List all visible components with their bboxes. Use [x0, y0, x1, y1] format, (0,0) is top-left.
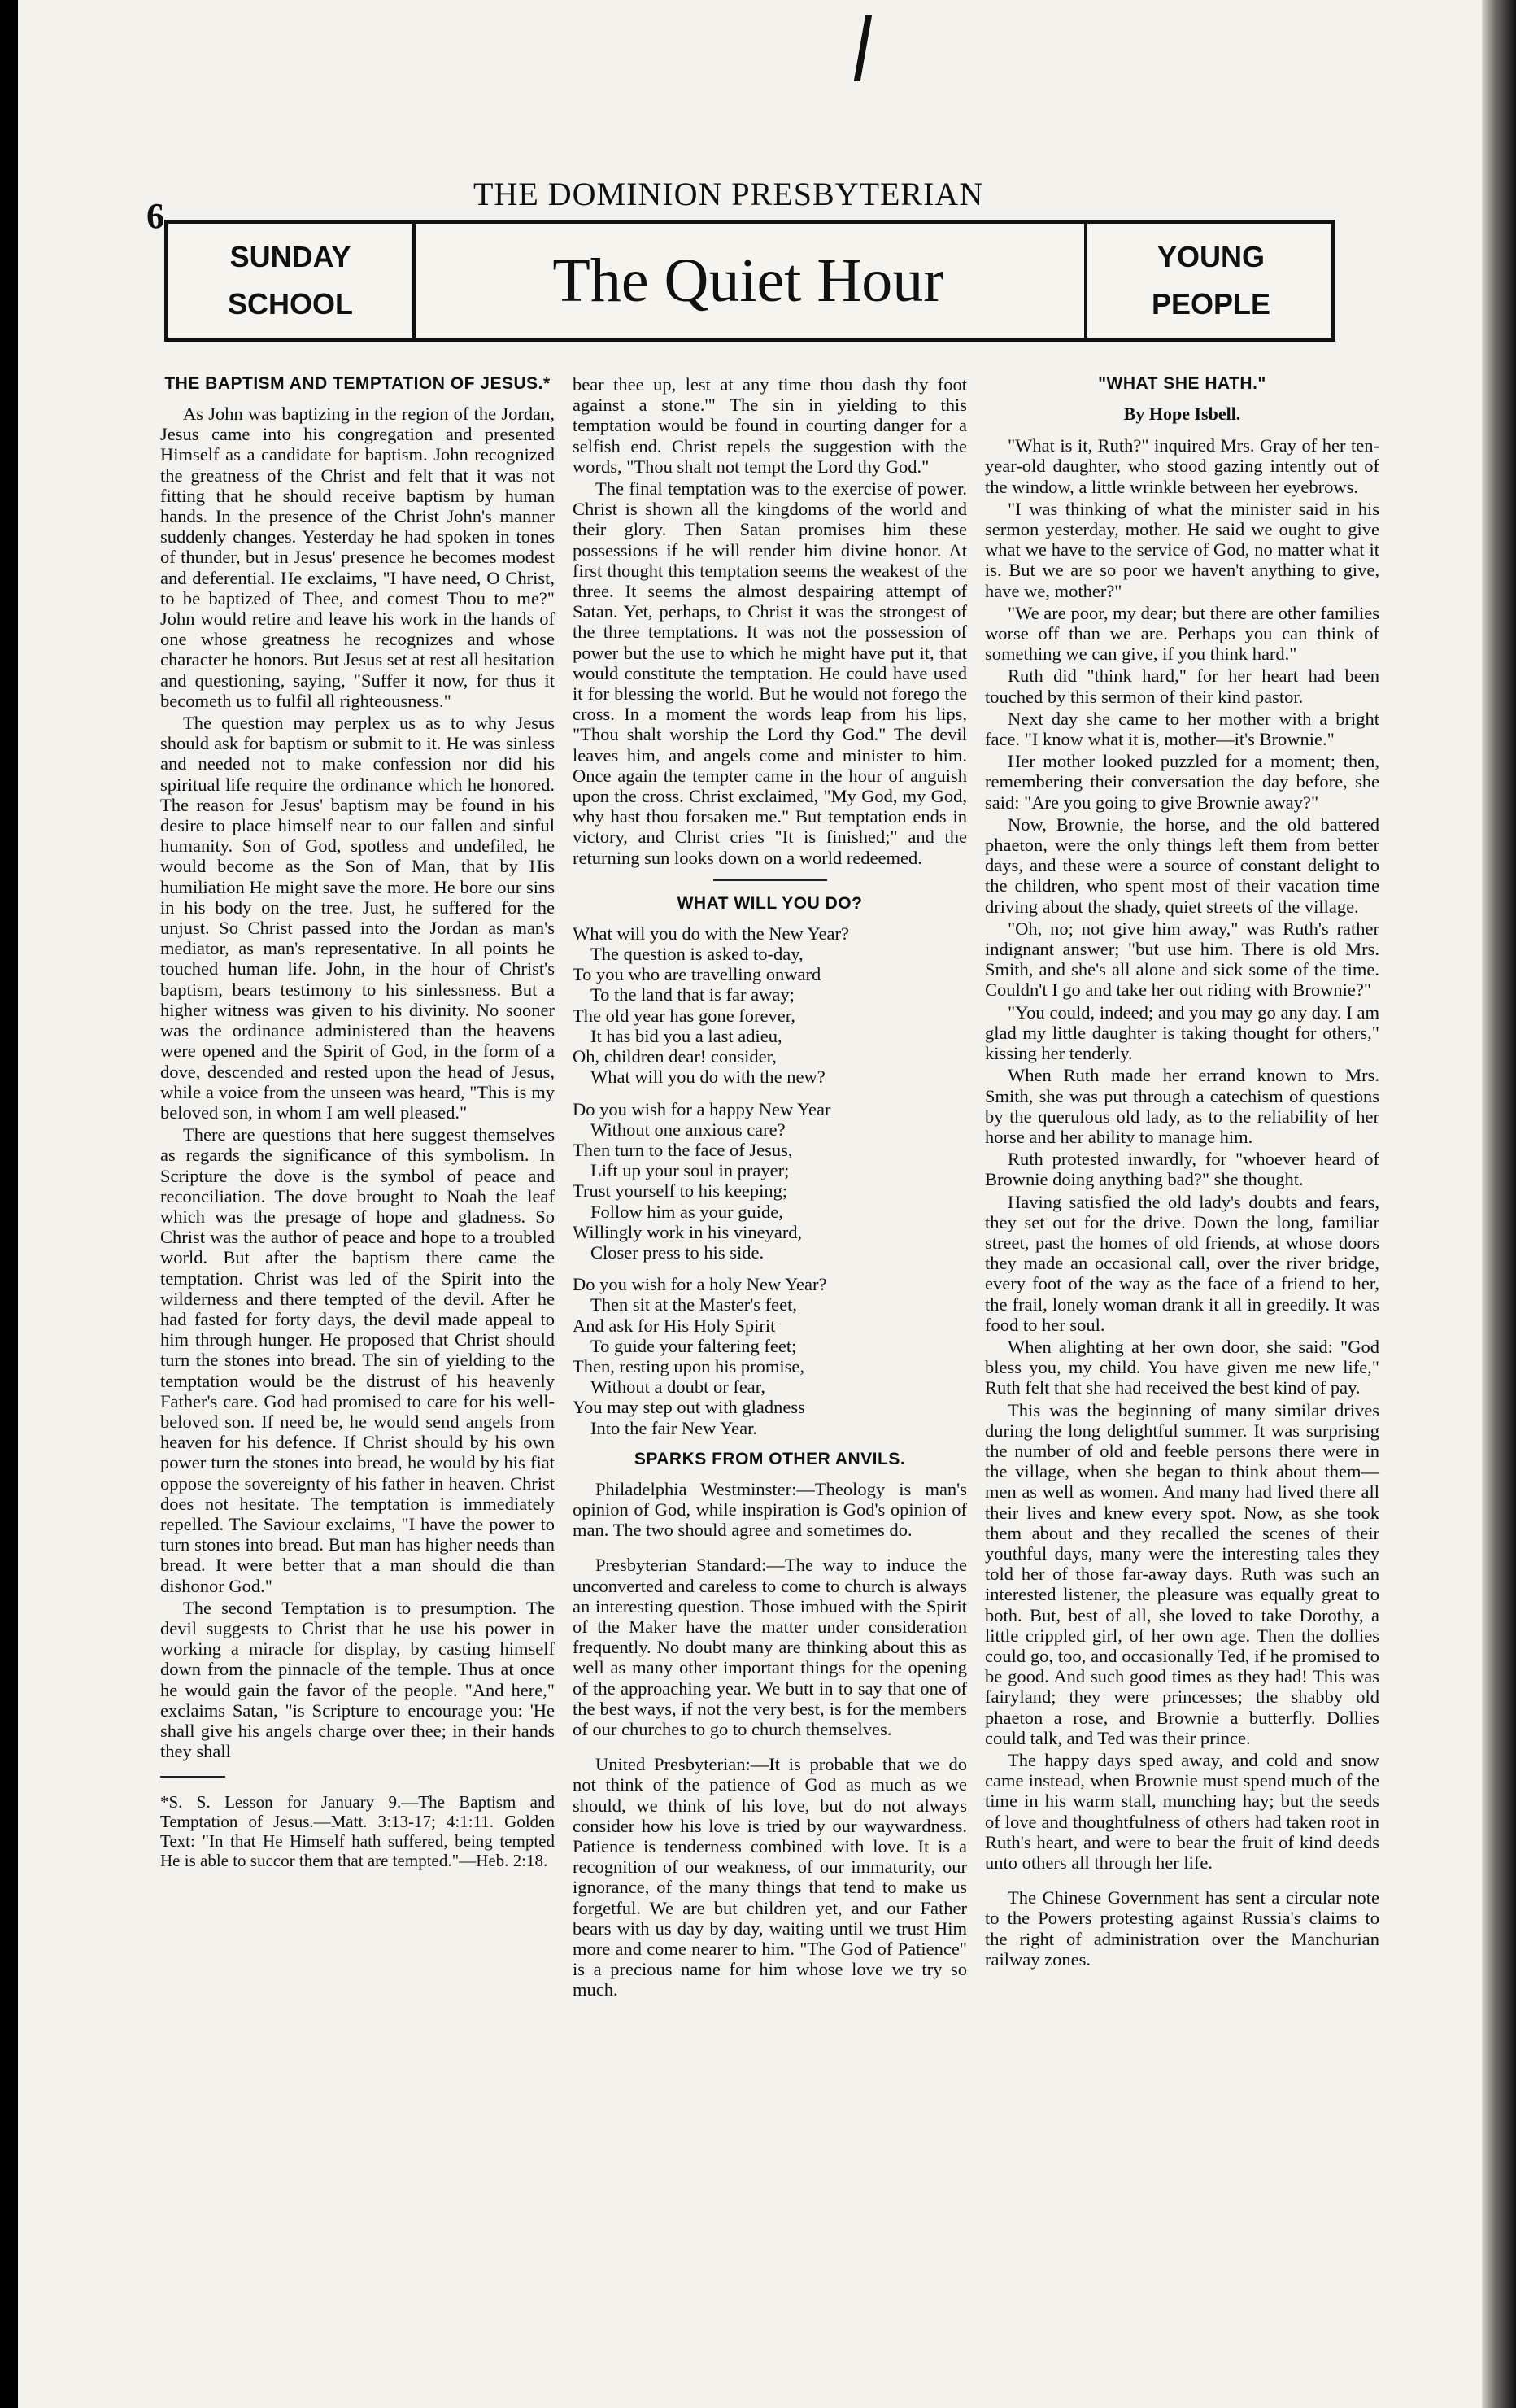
poem-line: Willingly work in his vineyard, [573, 1221, 803, 1242]
sparks-heading: SPARKS FROM OTHER ANVILS. [634, 1449, 906, 1468]
masthead-left-line1: SUNDAY [229, 240, 351, 273]
news-item: The Chinese Government has sent a circular note to the Powers protesting against Russia's claims to the right of administration over the Manchurian railway zones. [985, 1887, 1379, 1970]
pencil-mark [854, 15, 872, 81]
poem-line: Trust yourself to his keeping; [573, 1180, 788, 1202]
masthead-right-line2: PEOPLE [1151, 287, 1271, 321]
poem-line: Without a doubt or fear, [590, 1376, 766, 1398]
story-paragraph: Ruth did "think hard," for her heart had been touched by this sermon of their kind pastor. [985, 665, 1379, 707]
poem-stanza-3 [573, 1274, 967, 1438]
story-paragraph: "What is it, Ruth?" inquired Mrs. Gray of her ten-year-old daughter, who stood gazing intently out of the window, a little wrinkle between her eyebrows. [985, 435, 1379, 497]
poem-line: It has bid you a last adieu, [590, 1025, 782, 1046]
poem-line: Into the fair New Year. [590, 1417, 757, 1438]
masthead-center [416, 224, 1081, 338]
poem-title: WHAT WILL YOU DO? [677, 893, 863, 913]
poem-stanza-1 [573, 923, 967, 1088]
poem-line: The old year has gone forever, [573, 1005, 795, 1026]
poem-line: Oh, children dear! consider, [573, 1046, 777, 1067]
article-paragraph: The question may perplex us as to why Jesus should ask for baptism or submit to it. He was sinless and needed not to make confession nor did his spiritual life require the ordinance which he honored. The reason for Jesus' baptism may be found in his desire to place himself near to our fallen and sinful humanity. Son of God, spotless and undefiled, he would become as the Son of Man, that by His humiliation He might save the more. He bore our sins in his body on the tree. Just, he suffered for the unjust. So Christ passed into the Jordan as man's mediator, as man's representative. In all points he touched human life. John, in the hour of Christ's baptism, bears testimony to his sinlessness. But a higher witness was given to his divinity. No sooner was the ordinance administered than the heavens were opened and the Spirit of God, in the form of a dove, descended and rested upon the head of Jesus, while a voice from the unseen was heard, "This is my beloved son, in whom I am well pleased." [160, 713, 555, 1123]
poem-line: Do you wish for a holy New Year? [573, 1274, 827, 1295]
story-paragraph: This was the beginning of many similar drives during the long delightful summer. It was surprising the number of old and feeble persons there were in the village, when she began to think about them—men as well as women. And many had lived there all their lives and knew every spot. Now, as she took them about and they recalled the scenes of their youthful days, many were the interesting tales they told her of those far-away days. Ruth was such an interested listener, the pleasure was equally great to both. But, best of all, she loved to take Dorothy, a little crippled girl, of her own age. Then the dollies could go, too, and occasionally Ted, if he promised to be good. And such good times as they had! This was fairyland; they were princesses; the shabby old phaeton a rose, and Brownie a butterfly. Dollies could talk, and Ted was their prince. [985, 1399, 1379, 1748]
poem-line: Do you wish for a happy New Year [573, 1098, 831, 1119]
sparks-item: Presbyterian Standard:—The way to induce the unconverted and careless to come to church is always an interesting question. Those imbued with the Spirit of the Maker have the matter under consideration frequently. No doubt many are thinking about this as well as many other important things for the opening of the approaching year. We butt in to say that one of the best ways, if not the very best, is for the members of our churches to go to church themselves. [573, 1555, 967, 1739]
masthead-right-line1: YOUNG [1157, 240, 1265, 273]
poem-line: Closer press to his side. [590, 1241, 765, 1263]
story-paragraph: Her mother looked puzzled for a moment; then, remembering their conversation the day before, she said: "Are you going to give Brownie away?" [985, 751, 1379, 813]
article-continuation: bear thee up, lest at any time thou dash thy foot against a stone.'" The sin in yielding to this temptation would be found in courting danger for a selfish end. Christ repels the suggestion with the words, "Thou shalt not tempt the Lord thy God." [573, 374, 967, 477]
masthead-left-line2: SCHOOL [227, 287, 353, 321]
poem-line: What will you do with the New Year? [573, 923, 849, 944]
story-paragraph: Now, Brownie, the horse, and the old battered phaeton, were the only things left them from better days, and these were a source of constant delight to the children, who spent most of their vacation time driving about the shady, quiet streets of the village. [985, 814, 1379, 917]
story-paragraph: "Oh, no; not give him away," was Ruth's rather indignant answer; "but use him. There is old Mrs. Smith, and she's all alone and sick some of the time. Couldn't I go and take her out riding with Brownie?" [985, 918, 1379, 1001]
masthead-title: The Quiet Hour [552, 246, 944, 315]
story-byline: By Hope Isbell. [1123, 404, 1241, 424]
column-middle [573, 374, 967, 2002]
article-paragraph: The second Temptation is to presumption. The devil suggests to Christ that he use his power in working a miracle for display, by casting himself down from the pinnacle of the temple. Thus at once he would gain the favor of the people. "And here," exclaims Satan, "is Scripture to encourage you: 'He shall give his angels charge over thee; in their hands they shall [160, 1597, 555, 1762]
article-heading-baptism: THE BAPTISM AND TEMPTATION OF JESUS.* [164, 374, 551, 393]
section-rule [713, 879, 827, 881]
page-number: 6 [146, 196, 164, 236]
story-paragraph: "I was thinking of what the minister said in his sermon yesterday, mother. He said we ought to give what we have to the service of God, no matter what it is. But we are so poor we haven't anything to give, have we, mother?" [985, 498, 1379, 601]
article-paragraph: There are questions that here suggest themselves as regards the significance of this symbolism. In Scripture the dove is the symbol of peace and reconciliation. The dove brought to Noah the leaf which was the presage of hope and gladness. So Christ was the author of peace and hope to a troubled world. But after the baptism there came the temptation. Christ was led of the Spirit into the wilderness and there tempted of the devil. After he had fasted for forty days, the devil made appeal to him through hunger. He proposed that Christ should turn the stones into bread. The sin of yielding to the temptation would be the distrust of his heavenly Father's care. God had promised to care for his well-beloved son. If need be, he would send angels from heaven for his defence. If Christ should by his own power turn the stones into bread, he would by his fiat oppose the sovereignty of his father in heaven. Christ does not hesitate. The temptation is immediately repelled. The Saviour exclaims, "I have the power to turn stones into bread. But man has higher needs than bread. It were better that a man should die than dishonor God." [160, 1124, 555, 1596]
poem-line: You may step out with gladness [573, 1397, 805, 1418]
lesson-footnote: *S. S. Lesson for January 9.—The Baptism and Temptation of Jesus.—Matt. 3:13-17; 4:1:11. Golden Text: "In that He Himself hath suffered, being tempted He is able to succor them that are tempted."—Heb. 2:18. [160, 1792, 555, 1871]
story-paragraph: The happy days sped away, and cold and snow came instead, when Brownie must spend much of the time in his warm stall, munching hay; but the seeds of love and thoughtfulness of others had taken root in Ruth's heart, and were to bear the fruit of kind deeds unto others all through her life. [985, 1750, 1379, 1874]
poem-line: Then turn to the face of Jesus, [573, 1139, 793, 1160]
poem-line: Without one anxious care? [590, 1119, 786, 1140]
story-paragraph: When Ruth made her errand known to Mrs. Smith, she was put through a catechism of questions by the querulous old lady, as to the reliability of her horse and her ability to manage him. [985, 1065, 1379, 1147]
story-paragraph: "We are poor, my dear; but there are other families worse off than we are. Perhaps you can think of something we can give, if you think hard." [985, 602, 1379, 665]
poem-line: To the land that is far away; [590, 984, 795, 1006]
story-paragraph: "You could, indeed; and you may go any day. I am glad my little daughter is taking thought for others," kissing her tenderly. [985, 1001, 1379, 1064]
column-left [160, 374, 555, 1870]
story-heading: "WHAT SHE HATH." [1098, 374, 1266, 393]
poem-line: To guide your faltering feet; [590, 1335, 797, 1356]
story-paragraph: When alighting at her own door, she said: "God bless you, my child. You have given me new life," Ruth felt that she had received the best kind of pay. [985, 1336, 1379, 1398]
story-paragraph: Ruth protested inwardly, for "whoever heard of Brownie doing anything bad?" she thought. [985, 1149, 1379, 1190]
article-paragraph: The final temptation was to the exercise of power. Christ is shown all the kingdoms of the world and their glory. Then Satan promises him these possessions if he will render him divine honor. At first thought this temptation seems the weakest of the three. It seems the almost despairing attempt of Satan. Yet, perhaps, to Christ it was the strongest of the three temptations. It was not the possession of power but the use to which he might have put it, that would constitute the temptation. He could have used it for blessing the world. But he would not forego the cross. In a moment the words leap from his lips, "Thou shalt worship the Lord thy God." The devil leaves him, and angels come and minister to him. Once again the tempter came in the hour of anguish upon the cross. Christ exclaimed, "My God, my God, why hast thou forsaken me." But temptation ends in victory, and Christ cries "It is finished;" and the returning sun looks down on a world redeemed. [573, 478, 967, 868]
masthead-box [164, 220, 1335, 342]
poem-stanza-2 [573, 1099, 967, 1263]
running-head: THE DOMINION PRESBYTERIAN [473, 176, 984, 212]
poem-line: What will you do with the new? [590, 1067, 826, 1088]
poem-line: Follow him as your guide, [590, 1201, 783, 1222]
scan-edge [1482, 0, 1516, 2408]
article-paragraph: As John was baptizing in the region of the Jordan, Jesus came into his congregation and presented Himself as a candidate for baptism. John recognized the greatness of the Christ and felt that it was not fitting that he should receive baptism by human hands. In the presence of the Christ John's manner suddenly changes. Yesterday he had spoken in tones of thunder, but in Jesus' presence he becomes modest and deferential. He exclaims, "I have need, O Christ, to be baptized of Thee, and comest Thou to me?" John would retire and leave his work in the hands of one whose greatness he recognizes and whose character he honors. But Jesus set at rest all hesitation and questioning, saying, "Suffer it now, for thus it becometh us to fulfil all righteousness." [160, 404, 555, 711]
poem-line: Lift up your soul in prayer; [590, 1160, 790, 1181]
column-right [985, 374, 1379, 1971]
story-paragraph: Having satisfied the old lady's doubts and fears, they set out for the drive. Down the long, familiar street, past the homes of old friends, at whose doors they made an occasional call, over the river bridge, every foot of the way as the face of a friend to her, the frail, lonely woman drank it all in greedily. It was food to her soul. [985, 1191, 1379, 1335]
sparks-item: United Presbyterian:—It is probable that we do not think of the patience of God as much as we should, we think of his love, but do not always consider how his love is tried by our waywardness. Patience is tenderness combined with love. It is a recognition of our weakness, of our immaturity, our ignorance, of the many things that tend to make us forgetful. We are but children yet, and our Father bears with us day by day, waiting until we trust Him more and come nearer to him. "The God of Patience" is a precious name for him whose love we try so much. [573, 1754, 967, 2000]
masthead-right [1084, 224, 1335, 338]
poem-line: To you who are travelling onward [573, 964, 821, 985]
footnote-rule [160, 1776, 225, 1778]
sparks-item: Philadelphia Westminster:—Theology is man's opinion of God, while inspiration is God's opinion of man. The two should agree and sometimes do. [573, 1478, 967, 1541]
poem-line: Then sit at the Master's feet, [590, 1294, 797, 1315]
newspaper-page [18, 0, 1482, 2408]
story-paragraph: Next day she came to her mother with a bright face. "I know what it is, mother—it's Brownie." [985, 708, 1379, 750]
poem-line: Then, resting upon his promise, [573, 1355, 804, 1376]
masthead-left [168, 224, 416, 338]
poem-line: And ask for His Holy Spirit [573, 1315, 776, 1336]
poem-line: The question is asked to-day, [590, 944, 804, 965]
